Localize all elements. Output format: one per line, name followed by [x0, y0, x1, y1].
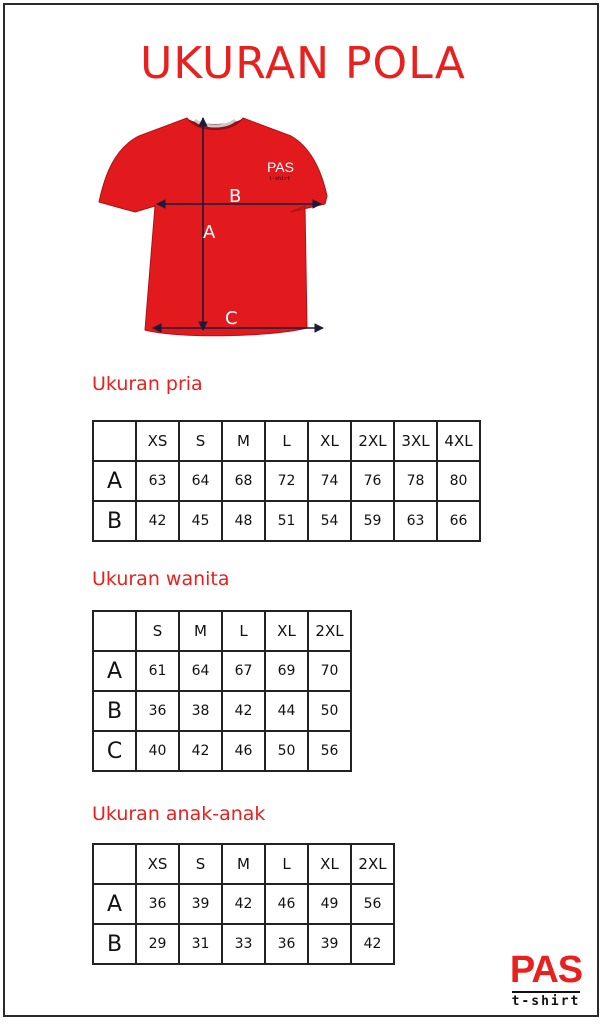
value-cell: 70	[308, 651, 351, 691]
shirt-logo-sub: t-shirt	[269, 176, 291, 182]
value-cell: 76	[351, 461, 394, 501]
header-cell: M	[222, 421, 265, 461]
table-row	[93, 461, 480, 501]
section-title-pria: Ukuran pria	[92, 373, 203, 395]
value-cell: 33	[222, 924, 265, 964]
value-cell: 40	[136, 731, 179, 771]
value-cell: 78	[394, 461, 437, 501]
value-cell: 42	[136, 501, 179, 541]
page-title: UKURAN POLA	[140, 38, 466, 89]
value-cell: 63	[136, 461, 179, 501]
header-cell: XL	[265, 611, 308, 651]
row-label: A	[93, 884, 136, 924]
header-cell: M	[222, 844, 265, 884]
table-row	[93, 884, 394, 924]
value-cell: 50	[265, 731, 308, 771]
value-cell: 36	[136, 691, 179, 731]
value-cell: 63	[394, 501, 437, 541]
value-cell: 42	[351, 924, 394, 964]
header-cell: M	[179, 611, 222, 651]
table-corner-cell	[93, 611, 136, 651]
value-cell: 67	[222, 651, 265, 691]
shirt-logo-main: PAS	[267, 159, 294, 175]
value-cell: 56	[308, 731, 351, 771]
value-cell: 29	[136, 924, 179, 964]
value-cell: 46	[222, 731, 265, 771]
brand-logo	[498, 950, 594, 1009]
value-cell: 42	[179, 731, 222, 771]
row-label: B	[93, 924, 136, 964]
shirt-logo	[267, 159, 294, 182]
value-cell: 51	[265, 501, 308, 541]
row-label: A	[93, 651, 136, 691]
value-cell: 64	[179, 651, 222, 691]
value-cell: 36	[265, 924, 308, 964]
table-corner-cell	[93, 421, 136, 461]
table-row	[93, 691, 351, 731]
header-cell: S	[179, 844, 222, 884]
value-cell: 42	[222, 691, 265, 731]
value-cell: 39	[179, 884, 222, 924]
value-cell: 54	[308, 501, 351, 541]
value-cell: 49	[308, 884, 351, 924]
header-cell: S	[136, 611, 179, 651]
row-label: A	[93, 461, 136, 501]
header-cell: S	[179, 421, 222, 461]
size-table-anak	[92, 843, 395, 965]
header-cell: XL	[308, 421, 351, 461]
table-row	[93, 501, 480, 541]
table-row	[93, 731, 351, 771]
header-cell: XS	[136, 421, 179, 461]
value-cell: 74	[308, 461, 351, 501]
value-cell: 31	[179, 924, 222, 964]
measure-label-b: B	[229, 186, 242, 207]
value-cell: 44	[265, 691, 308, 731]
value-cell: 66	[437, 501, 480, 541]
value-cell: 39	[308, 924, 351, 964]
section-title-anak: Ukuran anak-anak	[92, 803, 266, 825]
header-cell: 2XL	[351, 421, 394, 461]
value-cell: 50	[308, 691, 351, 731]
header-cell: 2XL	[308, 611, 351, 651]
header-cell: XS	[136, 844, 179, 884]
value-cell: 68	[222, 461, 265, 501]
size-table-pria	[92, 420, 481, 542]
value-cell: 36	[136, 884, 179, 924]
value-cell: 46	[265, 884, 308, 924]
header-cell: 2XL	[351, 844, 394, 884]
table-row	[93, 924, 394, 964]
header-cell: 4XL	[437, 421, 480, 461]
row-label: C	[93, 731, 136, 771]
row-label: B	[93, 501, 136, 541]
value-cell: 61	[136, 651, 179, 691]
measure-label-c: C	[225, 308, 238, 329]
measure-label-a: A	[203, 222, 216, 243]
size-table-wanita	[92, 610, 352, 772]
header-cell: 3XL	[394, 421, 437, 461]
section-title-wanita: Ukuran wanita	[92, 568, 230, 590]
value-cell: 56	[351, 884, 394, 924]
value-cell: 38	[179, 691, 222, 731]
brand-logo-sub: t-shirt	[512, 991, 581, 1009]
table-row	[93, 651, 351, 691]
table-header-row	[93, 611, 351, 651]
value-cell: 80	[437, 461, 480, 501]
row-label: B	[93, 691, 136, 731]
value-cell: 59	[351, 501, 394, 541]
header-cell: XL	[308, 844, 351, 884]
table-corner-cell	[93, 844, 136, 884]
value-cell: 72	[265, 461, 308, 501]
header-cell: L	[265, 421, 308, 461]
value-cell: 45	[179, 501, 222, 541]
table-header-row	[93, 421, 480, 461]
value-cell: 42	[222, 884, 265, 924]
value-cell: 48	[222, 501, 265, 541]
table-header-row	[93, 844, 394, 884]
brand-logo-main: PAS	[509, 949, 583, 991]
header-cell: L	[265, 844, 308, 884]
value-cell: 64	[179, 461, 222, 501]
tshirt-illustration	[95, 108, 335, 343]
header-cell: L	[222, 611, 265, 651]
value-cell: 69	[265, 651, 308, 691]
